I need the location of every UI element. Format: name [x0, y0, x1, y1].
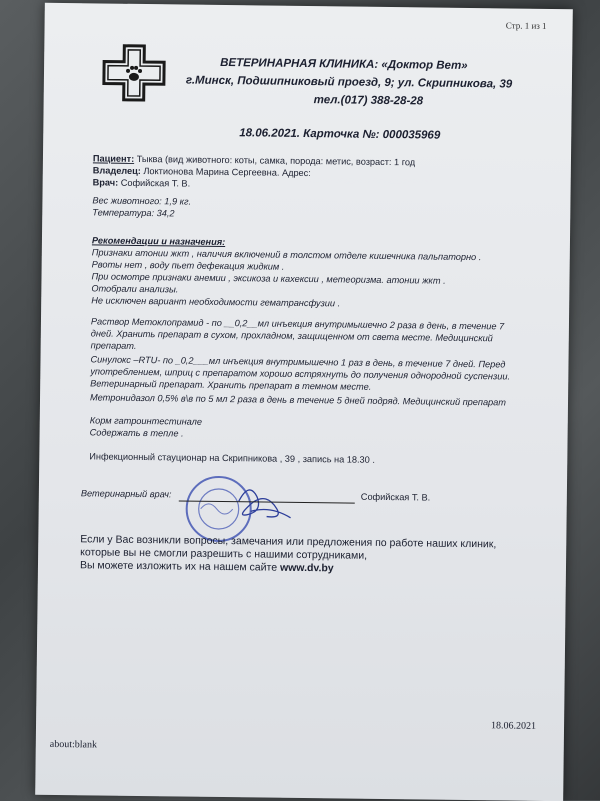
clinic-address: г.Минск, Подшипниковый проезд, 9; ул. Скрипникова, 39: [185, 74, 513, 91]
keep-warm-line: Содержать в тепле .: [89, 427, 184, 439]
prescription-synulox: Синулокс –RTU- по _0,2___мл инъекция внутримышечно 1 раз в день, в течение 7 дней. Перед употреблением, шприц с препаратом хорошо встряхнуть до получения однородной суспензии. Ветеринарный препарат. Хранить препарат в темном месте.: [90, 354, 511, 392]
print-date: 18.06.2021: [490, 720, 537, 732]
owner-value: Локтионова Марина Сергеевна. Адрес:: [143, 166, 311, 179]
page-number: Стр. 1 из 1: [505, 20, 547, 31]
recommendation-line: Отобрали анализы.: [91, 283, 179, 295]
patient-value: Тыква (вид животного: коты, самка, порода: метис, возраст: 1 год: [136, 153, 416, 168]
cross-paw-logo-icon: [102, 44, 167, 108]
weight: Вес животного: 1,9 кг.: [92, 195, 192, 207]
clinic-name: ВЕТЕРИНАРНАЯ КЛИНИКА: «Доктор Вет»: [220, 56, 468, 72]
clinic-phone: тел.(017) 388-28-28: [313, 94, 424, 108]
temperature: Температура: 34,2: [92, 207, 175, 219]
doctor-value: Софийская Т. В.: [120, 177, 191, 189]
recommendation-line: При осмотре признаки анемии , эксикоза и кахексии , метеоризма. атонии жкт .: [91, 271, 446, 286]
website-link: www.dv.by: [279, 561, 334, 575]
recommendation-line: Признаки атонии жкт , наличия включений в толстом отделе кишечника пальпаторно .: [91, 247, 482, 263]
feedback-line-1: Если у Вас возникли вопросы, замечания или предложения по работе наших клиник, которые вы не смогли разрешить с нашими сотрудниками,: [80, 533, 497, 562]
print-url: about:blank: [49, 738, 98, 751]
recommendation-line: Рвоты нет , воду пьет дефекация жидким .: [91, 259, 285, 272]
patient-label: Пациент:: [92, 153, 135, 164]
signature-name: Софийская Т. В.: [360, 491, 431, 503]
doctor-label: Врач:: [92, 177, 119, 188]
feedback-line-2: Вы можете изложить их на нашем сайте: [79, 559, 281, 574]
stationary-line: Инфекционный стауционар на Скрипникова , 39 , запись на 18.30 .: [89, 451, 375, 465]
document-page: [35, 3, 573, 801]
doctor-line: [93, 177, 191, 188]
prescription-metoclopramide: Раствор Метоклопрамид - по __0,2__мл инъекция внутримышечно 2 раза в день, в течение 7 дней. Хранить препарат в сухом, прохладном, защищенном от света месте. Медицинский препарат.: [90, 316, 505, 351]
prescription-metronidazole: Метронидазол 0,5% в\в по 5 мл 2 раза в день в течение 5 дней подряд. Медицинский препарат: [89, 392, 507, 408]
signature-label: Ветеринарный врач:: [80, 488, 172, 500]
feed-line: Корм гатроинтестинале: [89, 415, 203, 427]
owner-label: Владелец:: [92, 165, 141, 176]
redacted-address: [313, 169, 429, 179]
recommendation-line: Не исключен вариант необходимости гематрансфузии .: [91, 295, 341, 309]
card-number-line: 18.06.2021. Карточка №: 000035969: [239, 127, 441, 142]
recommendations-title: Рекомендации и назначения:: [91, 235, 226, 248]
feedback-note: [80, 533, 520, 577]
